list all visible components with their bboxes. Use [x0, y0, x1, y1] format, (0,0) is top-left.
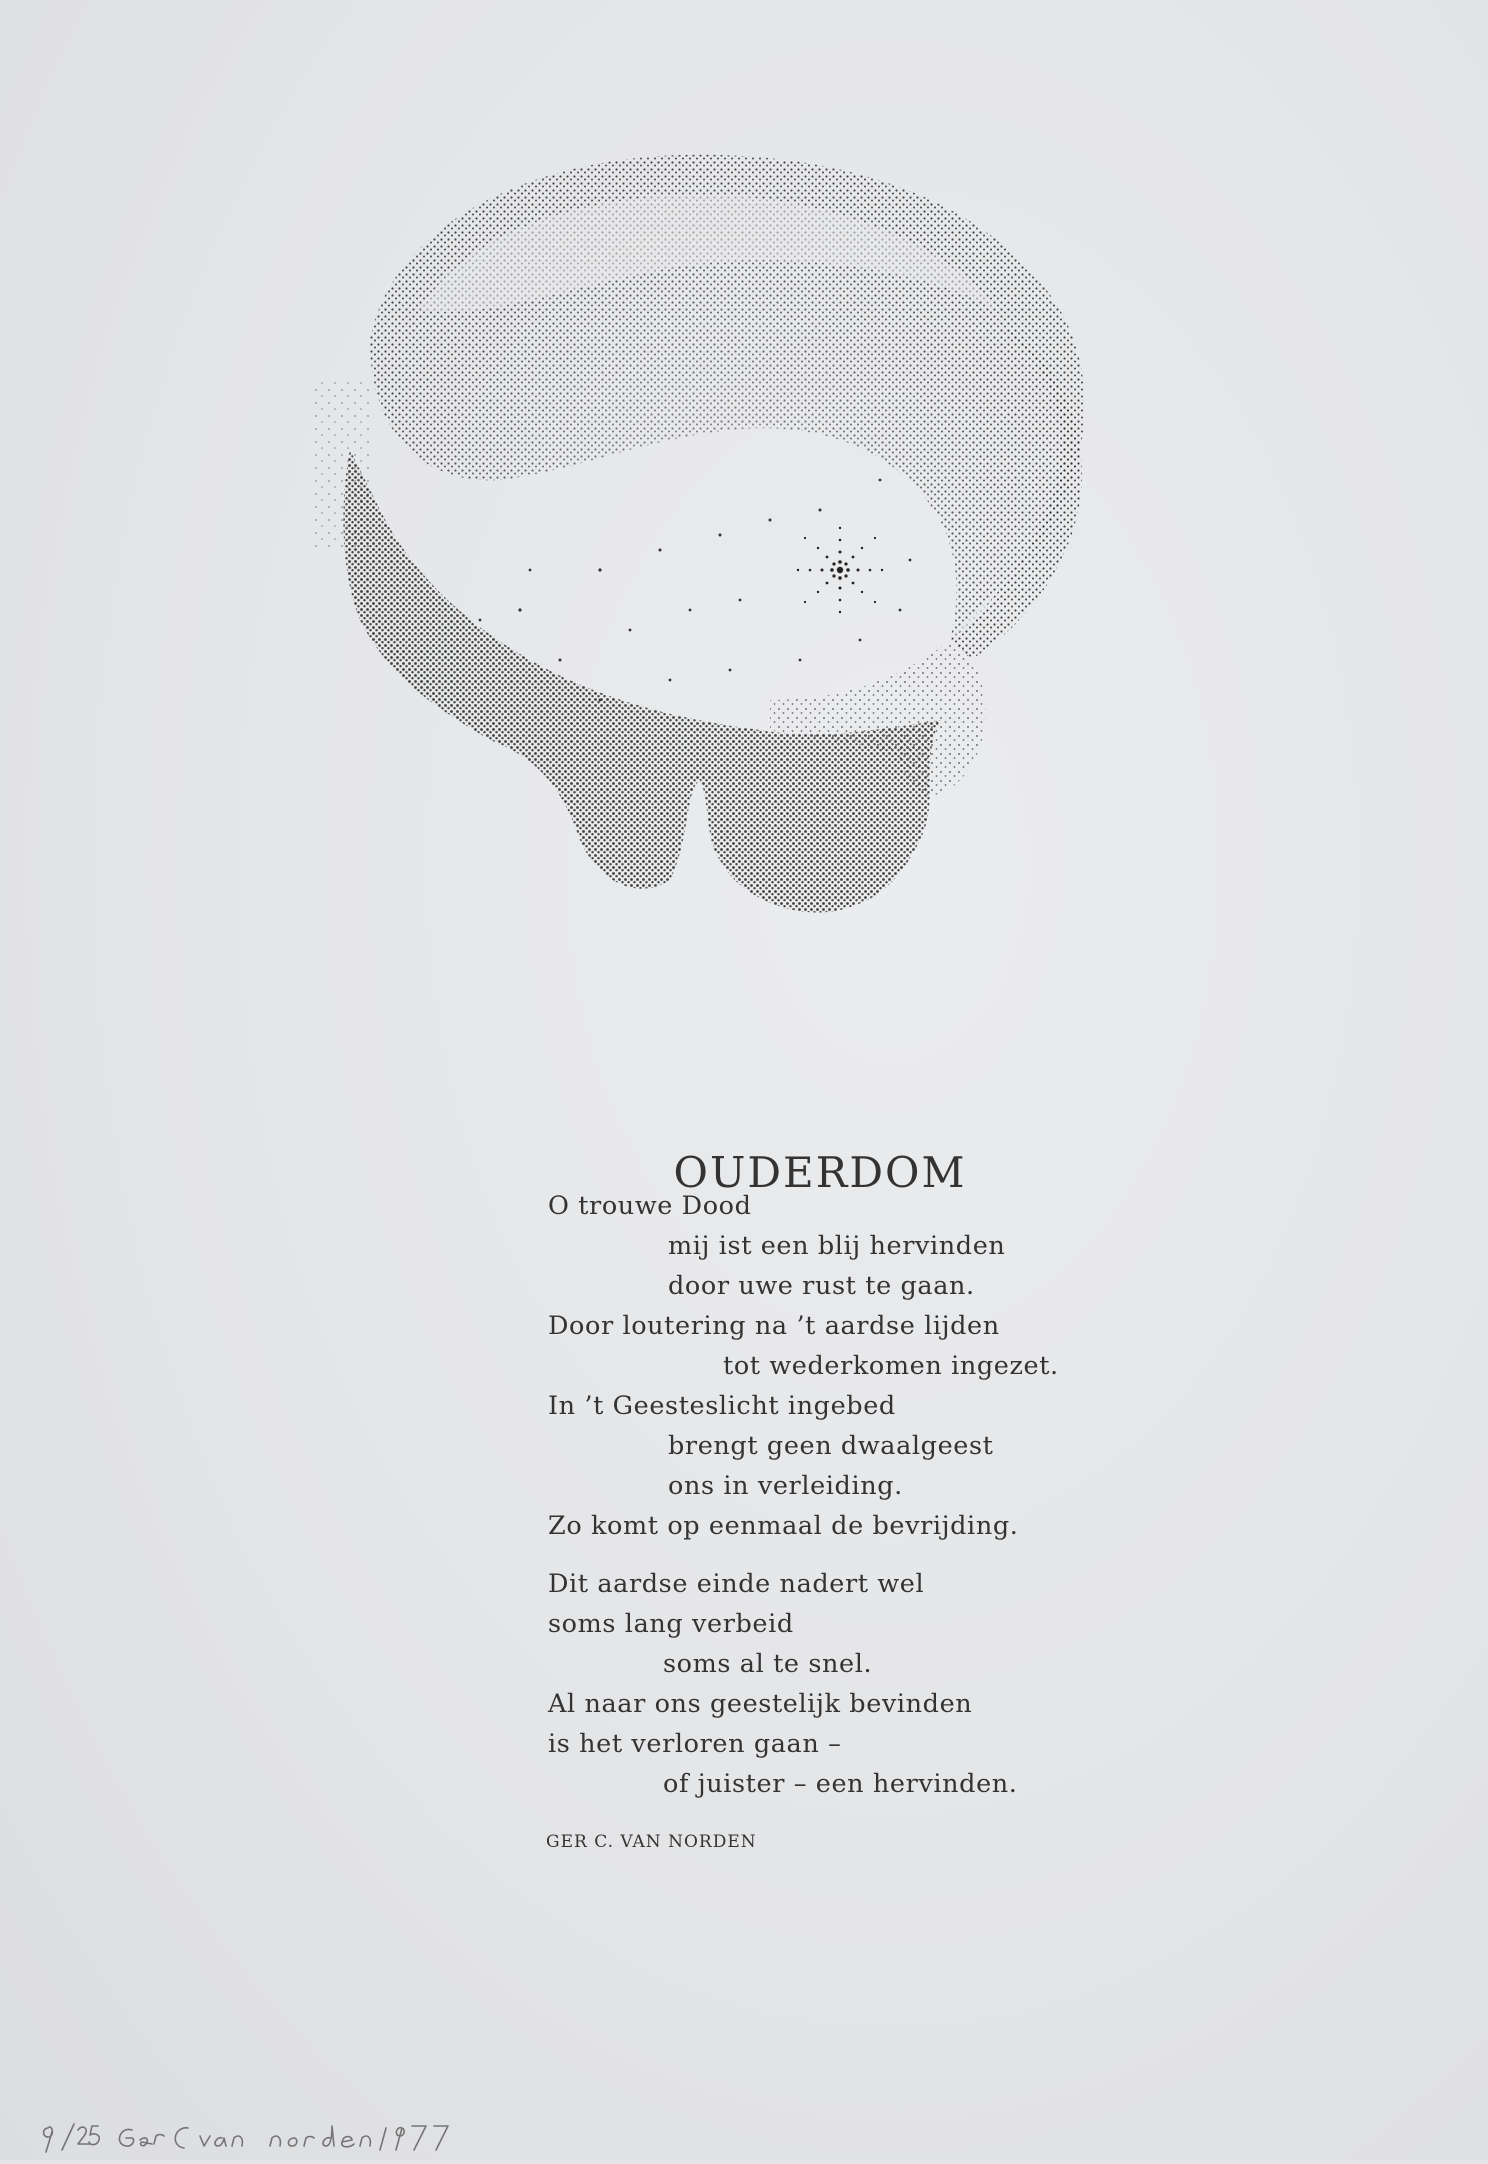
- poem-line: O trouwe Dood: [548, 1191, 752, 1221]
- poem-line: mij ist een blij hervinden: [668, 1231, 1006, 1261]
- poem-line: Al naar ons geestelijk bevinden: [548, 1689, 973, 1719]
- stippled-illustration: [300, 140, 1120, 940]
- poem-line: tot wederkomen ingezet.: [723, 1351, 1059, 1381]
- poem-line: In ’t Geesteslicht ingebed: [548, 1391, 896, 1421]
- star-burst: [797, 527, 883, 613]
- poem-line: Dit aardse einde nadert wel: [548, 1569, 925, 1599]
- poem-line: Door loutering na ’t aardse lijden: [548, 1311, 1000, 1341]
- poem-line: ons in verleiding.: [668, 1471, 903, 1501]
- poem-body: [548, 1186, 1108, 1804]
- poem-line: brengt geen dwaalgeest: [668, 1431, 994, 1461]
- stanza-break: [548, 1546, 1108, 1564]
- poem-line: soms lang verbeid: [548, 1609, 794, 1639]
- poem-line: door uwe rust te gaan.: [668, 1271, 975, 1301]
- jaw-mass: [343, 450, 940, 913]
- poem-line: of juister – een hervinden.: [663, 1769, 1018, 1799]
- poem-line: soms al te snel.: [663, 1649, 873, 1679]
- handwritten-signature: [40, 2120, 560, 2160]
- poem-line: is het verloren gaan –: [548, 1729, 842, 1759]
- author-name: GER C. VAN NORDEN: [546, 1832, 757, 1852]
- poem-line: Zo komt op eenmaal de bevrijding.: [548, 1511, 1019, 1541]
- poem-title: OUDERDOM: [673, 1148, 967, 1198]
